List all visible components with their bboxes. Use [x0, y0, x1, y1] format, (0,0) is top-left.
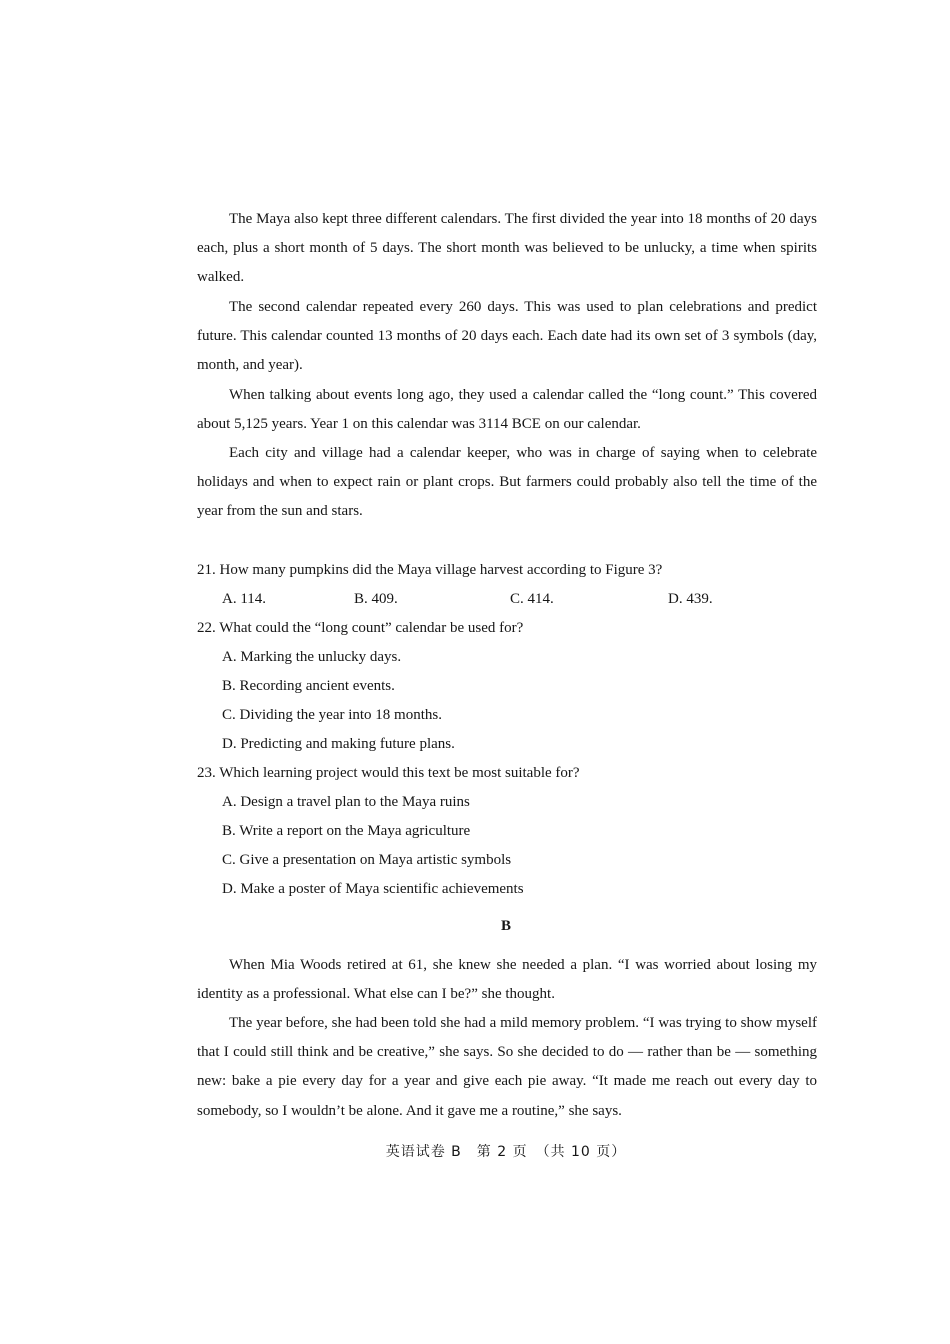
answer-option: C. 414. [510, 591, 554, 607]
section-label: B [500, 918, 511, 934]
passage-paragraph: Each city and village had a calendar keeper, who was in charge of saying when to celebrate holidays and when to expect rain or plant crops. But farmers could probably also tell the time of the year from the sun and stars. [197, 445, 817, 520]
passage-paragraph: The Maya also kept three different calendars. The first divided the year into 18 months of 20 days each, plus a short month of 5 days. The short month was believed to be unlucky, a time when spirits walked. [197, 211, 817, 286]
question-stem: 21. How many pumpkins did the Maya village harvest according to Figure 3? [197, 562, 663, 578]
question-stem: 23. Which learning project would this text be most suitable for? [197, 765, 580, 781]
passage-paragraph: The second calendar repeated every 260 days. This was used to plan celebrations and predict future. This calendar counted 13 months of 20 days each. Each date had its own set of 3 symbols (day, month, and year). [197, 299, 817, 374]
passage-paragraph: When talking about events long ago, they used a calendar called the “long count.” This covered about 5,125 years. Year 1 on this calendar was 3114 BCE on our calendar. [197, 387, 817, 433]
answer-option: B. Write a report on the Maya agriculture [222, 823, 471, 839]
answer-option: D. Make a poster of Maya scientific achievements [222, 881, 524, 897]
question-stem: 22. What could the “long count” calendar be used for? [197, 620, 524, 636]
answer-option: B. 409. [354, 591, 398, 607]
passage-paragraph: When Mia Woods retired at 61, she knew she needed a plan. “I was worried about losing my identity as a professional. What else can I be?” she thought. [197, 957, 817, 1003]
page-footer: 英语试卷 B 第 2 页 （共 10 页） [385, 1144, 627, 1160]
answer-option: A. Design a travel plan to the Maya ruins [222, 794, 470, 810]
answer-option: A. 114. [222, 591, 267, 607]
answer-option: D. Predicting and making future plans. [222, 736, 455, 752]
answer-option: A. Marking the unlucky days. [222, 649, 402, 665]
answer-option: C. Give a presentation on Maya artistic symbols [222, 852, 512, 868]
answer-option: D. 439. [668, 591, 713, 607]
answer-option: C. Dividing the year into 18 months. [222, 707, 442, 723]
passage-paragraph: The year before, she had been told she had a mild memory problem. “I was trying to show myself that I could still think and be creative,” she says. So she decided to do — rather than be — something new: bake a pie every day for a year and give each pie away. “It made me reach out every day to somebody, so I wouldn’t be alone. And it gave me a routine,” she says. [197, 1015, 817, 1119]
answer-option: B. Recording ancient events. [222, 678, 395, 694]
